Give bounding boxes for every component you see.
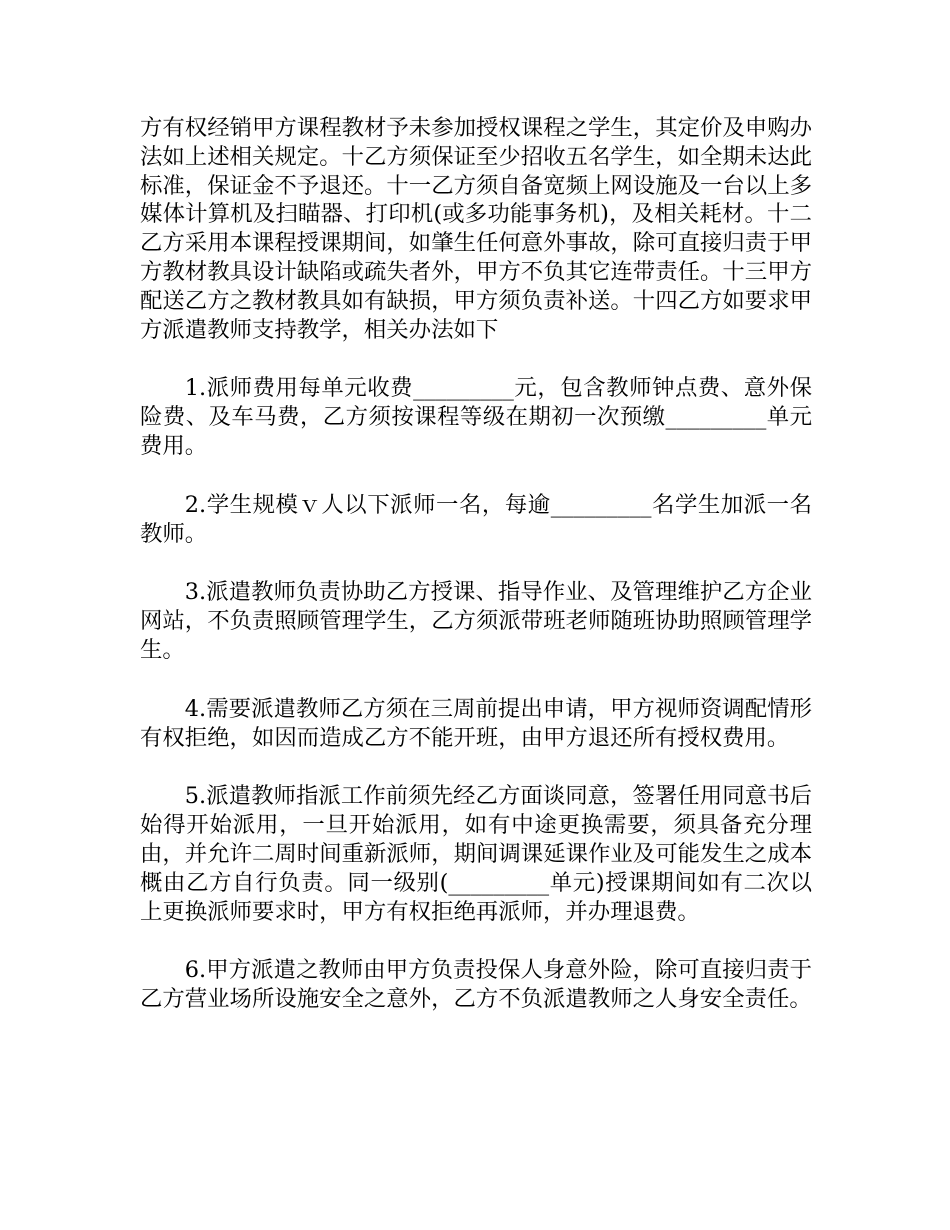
clause-3-paragraph: 3.派遣教师负责协助乙方授课、指导作业、及管理维护乙方企业网站，不负责照顾管理学生，乙方须派带班老师随班协助照顾管理学生。 [140, 579, 812, 663]
intro-paragraph: 方有权经销甲方课程教材予未参加授权课程之学生，其定价及申购办法如上述相关规定。十乙方须保证至少招收五名学生，如全期未达此标准，保证金不予退还。十一乙方须自备宽频上网设施及一台以上多媒体计算机及扫瞄器、打印机(或多功能事务机)，及相关耗材。十二乙方采用本课程授课期间，如肇生任何意外事故，除可直接归责于甲方教材教具设计缺陷或疏失者外，甲方不负其它连带责任。十三甲方配送乙方之教材教具如有缺损，甲方须负责补送。十四乙方如要求甲方派遣教师支持教学，相关办法如下 [140, 115, 812, 343]
clause-4-paragraph: 4.需要派遣教师乙方须在三周前提出申请，甲方视师资调配情形有权拒绝，如因而造成乙方不能开班，由甲方退还所有授权费用。 [140, 695, 812, 751]
clause-1-paragraph: 1.派师费用每单元收费_________元，包含教师钟点费、意外保险费、及车马费，乙方须按课程等级在期初一次预缴_________单元费用。 [140, 375, 812, 459]
clause-6-paragraph: 6.甲方派遣之教师由甲方负责投保人身意外险，除可直接归责于乙方营业场所设施安全之意外，乙方不负派遣教师之人身安全责任。 [140, 957, 812, 1013]
document-body [140, 114, 812, 1044]
clause-2-paragraph: 2.学生规模ｖ人以下派师一名，每逾_________名学生加派一名教师。 [140, 491, 812, 547]
clause-5-paragraph: 5.派遣教师指派工作前须先经乙方面谈同意，签署任用同意书后始得开始派用，一旦开始派用，如有中途更换需要，须具备充分理由，并允许二周时间重新派师，期间调课延课作业及可能发生之成本概由乙方自行负责。同一级别(_________单元)授课期间如有二次以上更换派师要求时，甲方有权拒绝再派师，并办理退费。 [140, 783, 812, 925]
